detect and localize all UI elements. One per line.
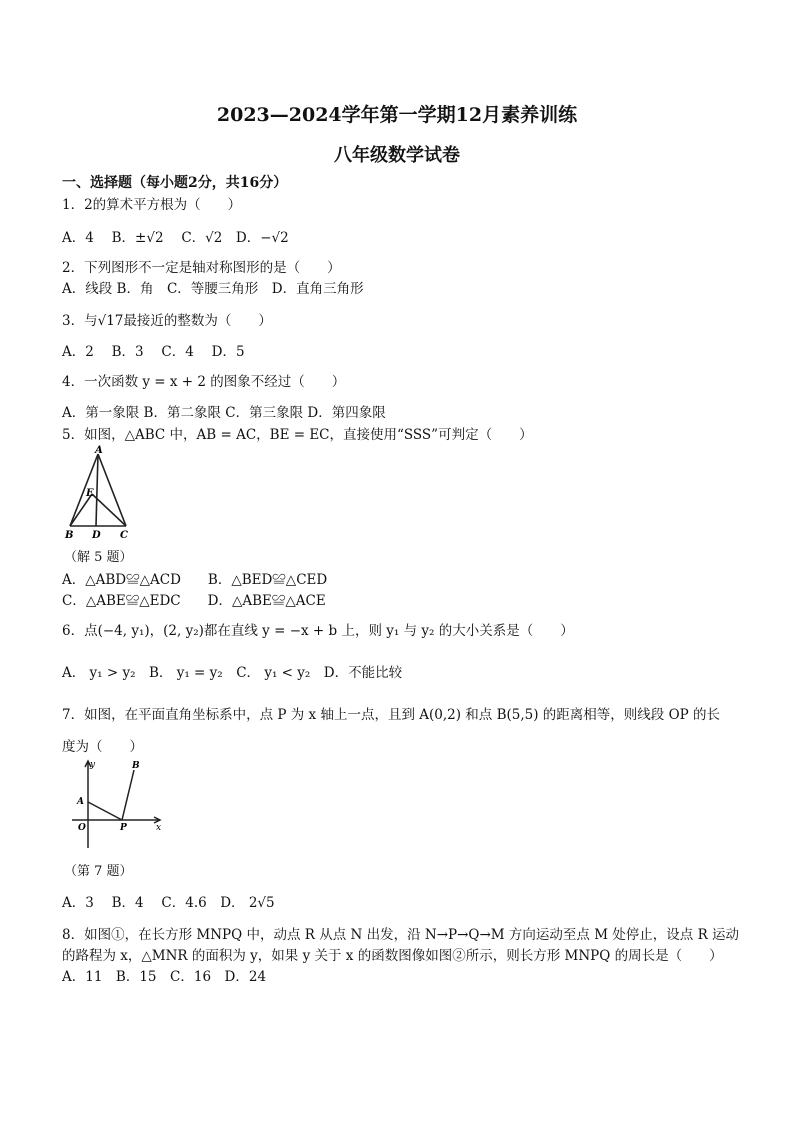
point-label-a: A xyxy=(77,797,84,807)
question-6-options: A． y₁ > y₂ B． y₁ = y₂ C． y₁ < y₂ D．不能比较 xyxy=(62,665,403,681)
question-3-stem: 3．与√17最接近的整数为（ ） xyxy=(62,313,272,329)
exam-title: 2023—2024学年第一学期12月素养训练 xyxy=(216,104,578,126)
exam-subtitle: 八年级数学试卷 xyxy=(334,145,460,166)
coordinate-figure xyxy=(60,756,166,850)
question-1-options: A．4 B．±√2 C．√2 D．−√2 xyxy=(62,230,289,246)
question-5-options-row-2: C．△ABE≌△EDC D．△ABE≌△ACE xyxy=(62,593,326,609)
question-3-options: A．2 B．3 C．4 D．5 xyxy=(62,344,245,360)
question-7-stem-line-2: 度为（ ） xyxy=(62,739,143,755)
question-1-stem: 1．2的算术平方根为（ ） xyxy=(62,197,242,213)
question-5-stem: 5．如图，△ABC 中，AB = AC，BE = EC，直接使用“SSS”可判定（ ） xyxy=(62,427,533,443)
point-label-b: B xyxy=(132,761,140,771)
question-4-stem: 4．一次函数 y = x + 2 的图象不经过（ ） xyxy=(62,374,346,390)
point-label-o: O xyxy=(78,823,86,833)
section-heading: 一、选择题（每小题2分，共16分） xyxy=(62,175,288,191)
question-8-options: A．11 B．15 C．16 D．24 xyxy=(62,969,267,985)
question-7-stem-line-1: 7．如图，在平面直角坐标系中，点 P 为 x 轴上一点，且到 A(0,2) 和点 B(5,5) 的距离相等，则线段 OP 的长 xyxy=(62,707,721,723)
axis-label-y: y xyxy=(90,760,96,770)
figure-label-e: E xyxy=(86,488,94,499)
question-7-options: A．3 B．4 C．4.6 D． 2√5 xyxy=(62,895,275,911)
question-6-stem: 6．点(−4, y₁)，(2, y₂)都在直线 y = −x + b 上，则 y₁ 与 y₂ 的大小关系是（ ） xyxy=(62,623,574,639)
axis-label-x: x xyxy=(156,823,162,833)
figure-label-c: C xyxy=(120,530,128,541)
figure-label-b: B xyxy=(65,530,74,541)
question-8-stem-line-1: 8．如图①，在长方形 MNPQ 中，动点 R 从点 N 出发，沿 N→P→Q→M 方向运动至点 M 处停止，设点 R 运动 xyxy=(62,927,740,943)
question-4-options: A．第一象限 B．第二象限 C．第三象限 D．第四象限 xyxy=(62,405,386,421)
question-2-options: A．线段 B．角 C．等腰三角形 D．直角三角形 xyxy=(62,281,364,297)
figure-label-a: A xyxy=(95,445,103,456)
question-5-options-row-1: A．△ABD≌△ACD B．△BED≌△CED xyxy=(62,572,328,588)
point-label-p: P xyxy=(120,823,127,833)
question-5-caption: （解 5 题） xyxy=(64,550,133,565)
triangle-figure xyxy=(62,444,134,542)
question-8-stem-line-2: 的路程为 x，△MNR 的面积为 y，如果 y 关于 x 的函数图像如图②所示，则长方形 MNPQ 的周长是（ ） xyxy=(62,948,723,964)
figure-label-d: D xyxy=(92,530,101,541)
question-2-stem: 2．下列图形不一定是轴对称图形的是（ ） xyxy=(62,260,341,276)
question-7-caption: （第 7 题） xyxy=(64,864,133,879)
